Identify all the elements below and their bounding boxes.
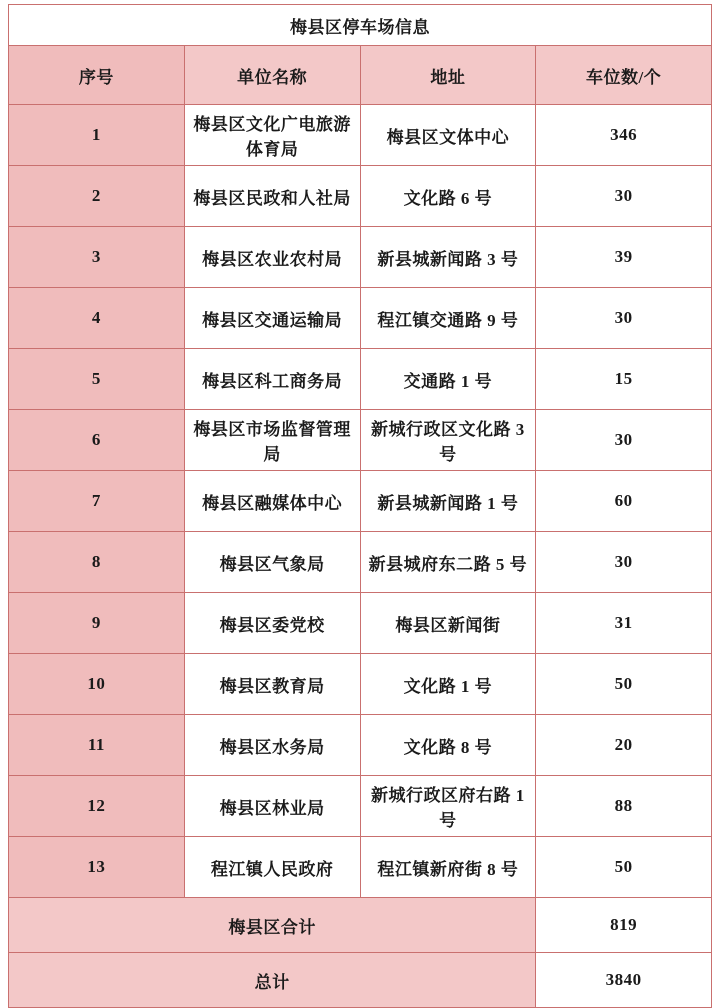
- row-address: 文化路 8 号: [360, 715, 536, 776]
- table-row: [9, 593, 712, 654]
- row-unit: 梅县区民政和人社局: [184, 166, 360, 227]
- title-row: [9, 5, 712, 46]
- parking-info-table: [8, 4, 712, 1008]
- row-index: 4: [9, 288, 185, 349]
- row-index: 3: [9, 227, 185, 288]
- row-unit: 梅县区市场监督管理局: [184, 410, 360, 471]
- table-row: [9, 776, 712, 837]
- row-spaces: 39: [536, 227, 712, 288]
- row-unit: 梅县区农业农村局: [184, 227, 360, 288]
- subtotal-row: [9, 898, 712, 953]
- row-unit: 梅县区科工商务局: [184, 349, 360, 410]
- column-header-unit: 单位名称: [184, 46, 360, 105]
- table-row: [9, 166, 712, 227]
- row-unit: 梅县区水务局: [184, 715, 360, 776]
- row-unit: 梅县区林业局: [184, 776, 360, 837]
- row-address: 程江镇交通路 9 号: [360, 288, 536, 349]
- total-value: 3840: [536, 953, 712, 1008]
- row-index: 11: [9, 715, 185, 776]
- row-spaces: 30: [536, 288, 712, 349]
- document-sheet: [0, 4, 720, 992]
- row-index: 12: [9, 776, 185, 837]
- table-row: [9, 837, 712, 898]
- row-spaces: 30: [536, 166, 712, 227]
- table-row: [9, 471, 712, 532]
- row-spaces: 31: [536, 593, 712, 654]
- row-address: 文化路 1 号: [360, 654, 536, 715]
- row-unit: 程江镇人民政府: [184, 837, 360, 898]
- total-row: [9, 953, 712, 1008]
- row-unit: 梅县区文化广电旅游体育局: [184, 105, 360, 166]
- table-row: [9, 410, 712, 471]
- row-index: 7: [9, 471, 185, 532]
- table-row: [9, 227, 712, 288]
- row-spaces: 30: [536, 532, 712, 593]
- row-spaces: 88: [536, 776, 712, 837]
- row-unit: 梅县区融媒体中心: [184, 471, 360, 532]
- row-address: 梅县区文体中心: [360, 105, 536, 166]
- row-index: 10: [9, 654, 185, 715]
- row-address: 交通路 1 号: [360, 349, 536, 410]
- column-header-index: 序号: [9, 46, 185, 105]
- row-index: 9: [9, 593, 185, 654]
- row-index: 8: [9, 532, 185, 593]
- total-label: 总计: [9, 953, 536, 1008]
- table-row: [9, 288, 712, 349]
- row-spaces: 50: [536, 654, 712, 715]
- row-spaces: 50: [536, 837, 712, 898]
- row-address: 新县城新闻路 1 号: [360, 471, 536, 532]
- table-row: [9, 654, 712, 715]
- table-row: [9, 715, 712, 776]
- row-address: 新城行政区文化路 3 号: [360, 410, 536, 471]
- column-header-spaces: 车位数/个: [536, 46, 712, 105]
- row-index: 6: [9, 410, 185, 471]
- row-unit: 梅县区交通运输局: [184, 288, 360, 349]
- row-index: 2: [9, 166, 185, 227]
- subtotal-label: 梅县区合计: [9, 898, 536, 953]
- row-unit: 梅县区委党校: [184, 593, 360, 654]
- row-address: 程江镇新府街 8 号: [360, 837, 536, 898]
- table-header-row: [9, 46, 712, 105]
- row-index: 5: [9, 349, 185, 410]
- row-spaces: 346: [536, 105, 712, 166]
- table-row: [9, 532, 712, 593]
- row-spaces: 15: [536, 349, 712, 410]
- table-row: [9, 105, 712, 166]
- row-spaces: 30: [536, 410, 712, 471]
- row-address: 新城行政区府右路 1 号: [360, 776, 536, 837]
- row-address: 新县城新闻路 3 号: [360, 227, 536, 288]
- page-title: 梅县区停车场信息: [9, 5, 712, 46]
- row-spaces: 20: [536, 715, 712, 776]
- row-address: 文化路 6 号: [360, 166, 536, 227]
- column-header-address: 地址: [360, 46, 536, 105]
- row-address: 梅县区新闻街: [360, 593, 536, 654]
- row-index: 1: [9, 105, 185, 166]
- subtotal-value: 819: [536, 898, 712, 953]
- row-address: 新县城府东二路 5 号: [360, 532, 536, 593]
- row-unit: 梅县区气象局: [184, 532, 360, 593]
- row-unit: 梅县区教育局: [184, 654, 360, 715]
- row-spaces: 60: [536, 471, 712, 532]
- row-index: 13: [9, 837, 185, 898]
- table-row: [9, 349, 712, 410]
